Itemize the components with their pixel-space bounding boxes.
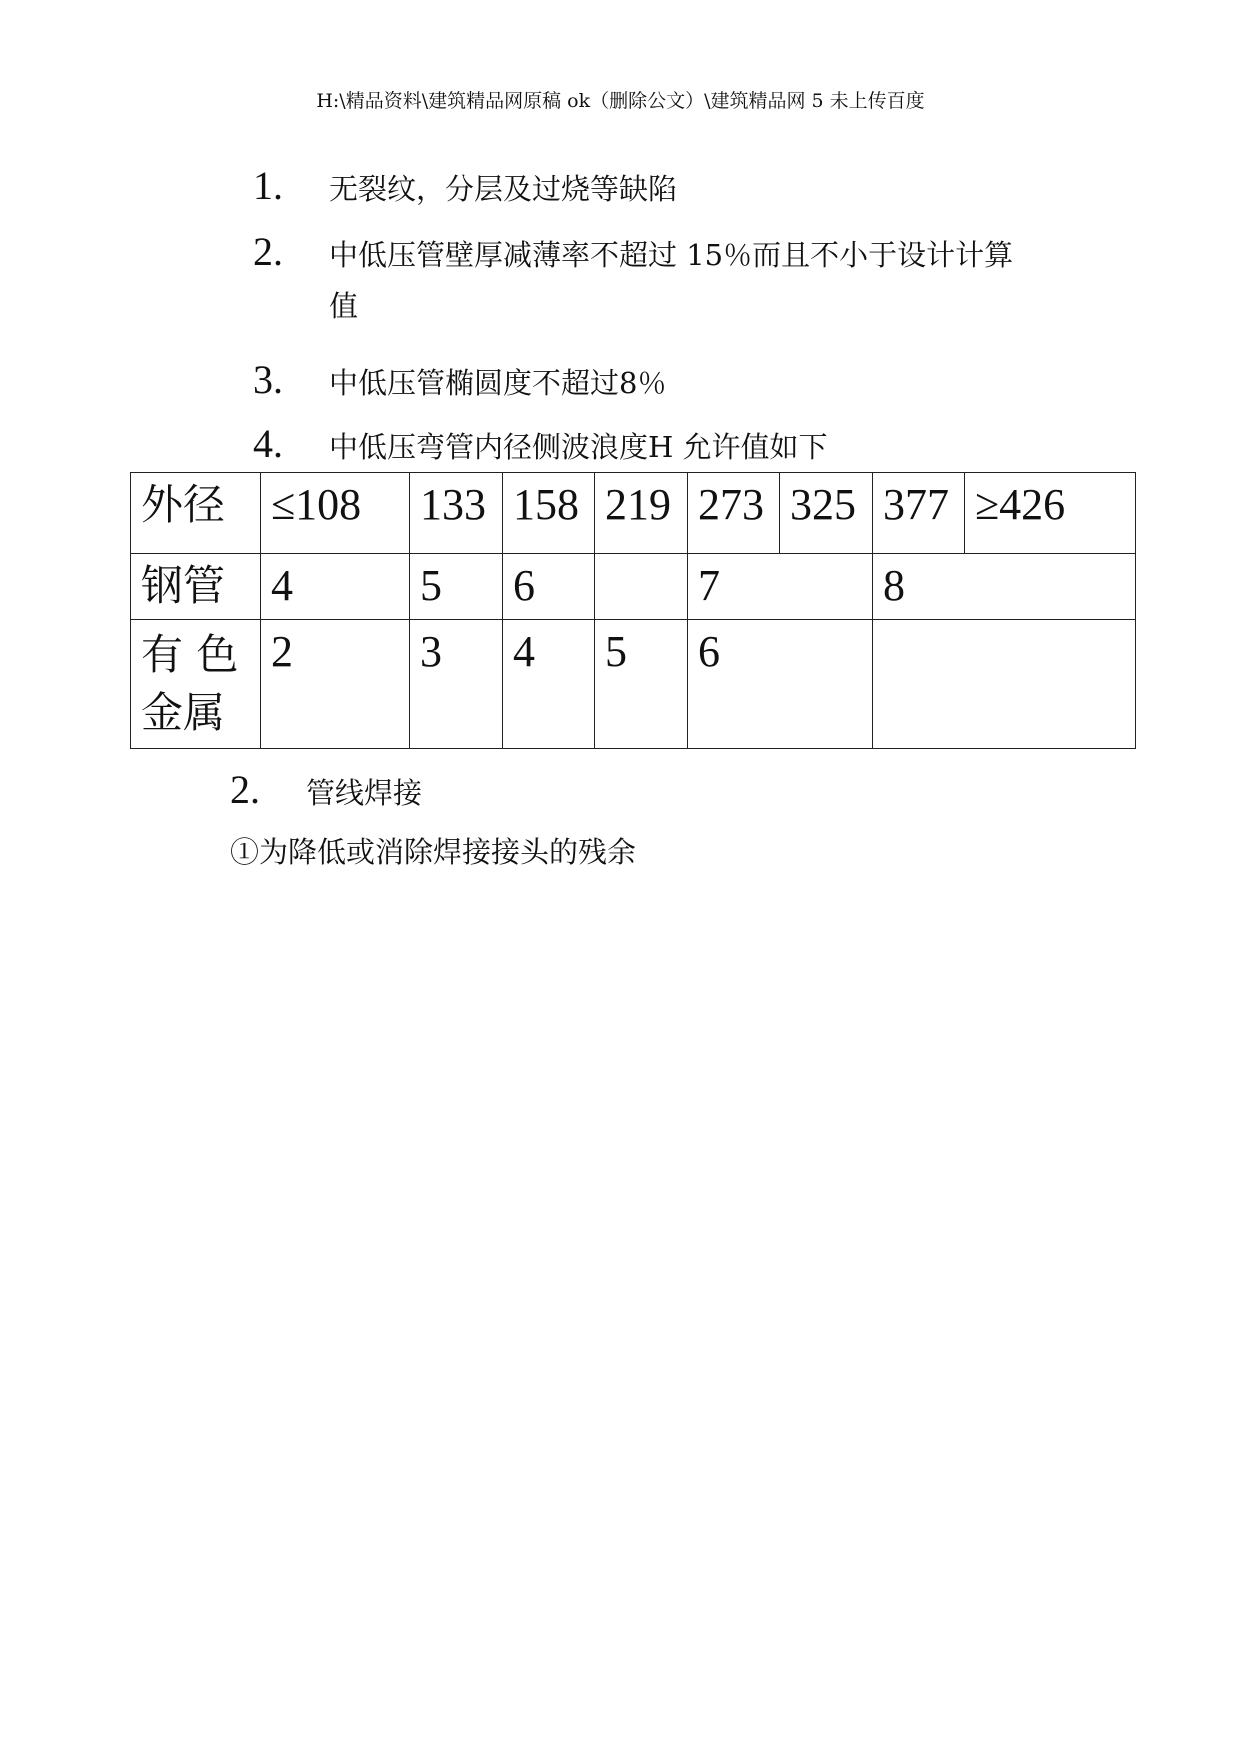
table-cell: 325 bbox=[780, 473, 873, 554]
list-text: 中低压管椭圆度不超过8％ bbox=[329, 366, 667, 400]
table-cell: 133 bbox=[410, 473, 503, 554]
list-item-4 bbox=[253, 421, 828, 466]
section-title: 管线焊接 bbox=[306, 776, 423, 810]
wave-allowance-table bbox=[130, 472, 1136, 749]
table-cell: 377 bbox=[873, 473, 965, 554]
list-number: 4. bbox=[253, 421, 283, 466]
table-row-nonferrous bbox=[131, 620, 1136, 749]
table-header-label: 外径 bbox=[131, 473, 261, 554]
table-cell: 6 bbox=[503, 554, 595, 620]
list-number: 2. bbox=[253, 229, 283, 274]
table-cell bbox=[873, 620, 1136, 749]
table-cell bbox=[595, 554, 688, 620]
list-number: 3. bbox=[253, 357, 283, 402]
table-cell: 5 bbox=[595, 620, 688, 749]
table-cell: 5 bbox=[410, 554, 503, 620]
table-cell: 7 bbox=[688, 554, 873, 620]
list-item-2 bbox=[253, 229, 1014, 323]
table-cell: 2 bbox=[261, 620, 410, 749]
table-row-label: 钢管 bbox=[131, 554, 261, 620]
list-text: 无裂纹，分层及过烧等缺陷 bbox=[329, 172, 678, 206]
table-cell: 219 bbox=[595, 473, 688, 554]
list-text-continued: 值 bbox=[329, 289, 359, 323]
table-cell: 273 bbox=[688, 473, 780, 554]
table-cell: 3 bbox=[410, 620, 503, 749]
body-paragraph: ①为降低或消除焊接接头的残余 bbox=[230, 835, 637, 869]
list-number: 1. bbox=[253, 163, 283, 208]
table-cell: 4 bbox=[261, 554, 410, 620]
table-cell: 8 bbox=[873, 554, 1136, 620]
document-path-header: H:\精品资料\建筑精品网原稿 ok（删除公文）\建筑精品网 5 未上传百度 bbox=[316, 90, 925, 112]
table-cell: ≤108 bbox=[261, 473, 410, 554]
list-item-1 bbox=[253, 163, 678, 208]
list-item-3 bbox=[253, 357, 667, 402]
table-cell: 6 bbox=[688, 620, 873, 749]
table-cell: 158 bbox=[503, 473, 595, 554]
table-row-label: 有 色 金属 bbox=[131, 620, 261, 749]
table-row-steel bbox=[131, 554, 1136, 620]
list-text: 中低压弯管内径侧波浪度H 允许值如下 bbox=[329, 430, 828, 464]
section-number: 2. bbox=[230, 767, 260, 812]
table-row-diameter bbox=[131, 473, 1136, 554]
list-text: 中低压管壁厚减薄率不超过 15％而且不小于设计计算 bbox=[329, 238, 1014, 272]
section-heading bbox=[230, 766, 422, 813]
table-cell: 4 bbox=[503, 620, 595, 749]
table-cell: ≥426 bbox=[965, 473, 1136, 554]
